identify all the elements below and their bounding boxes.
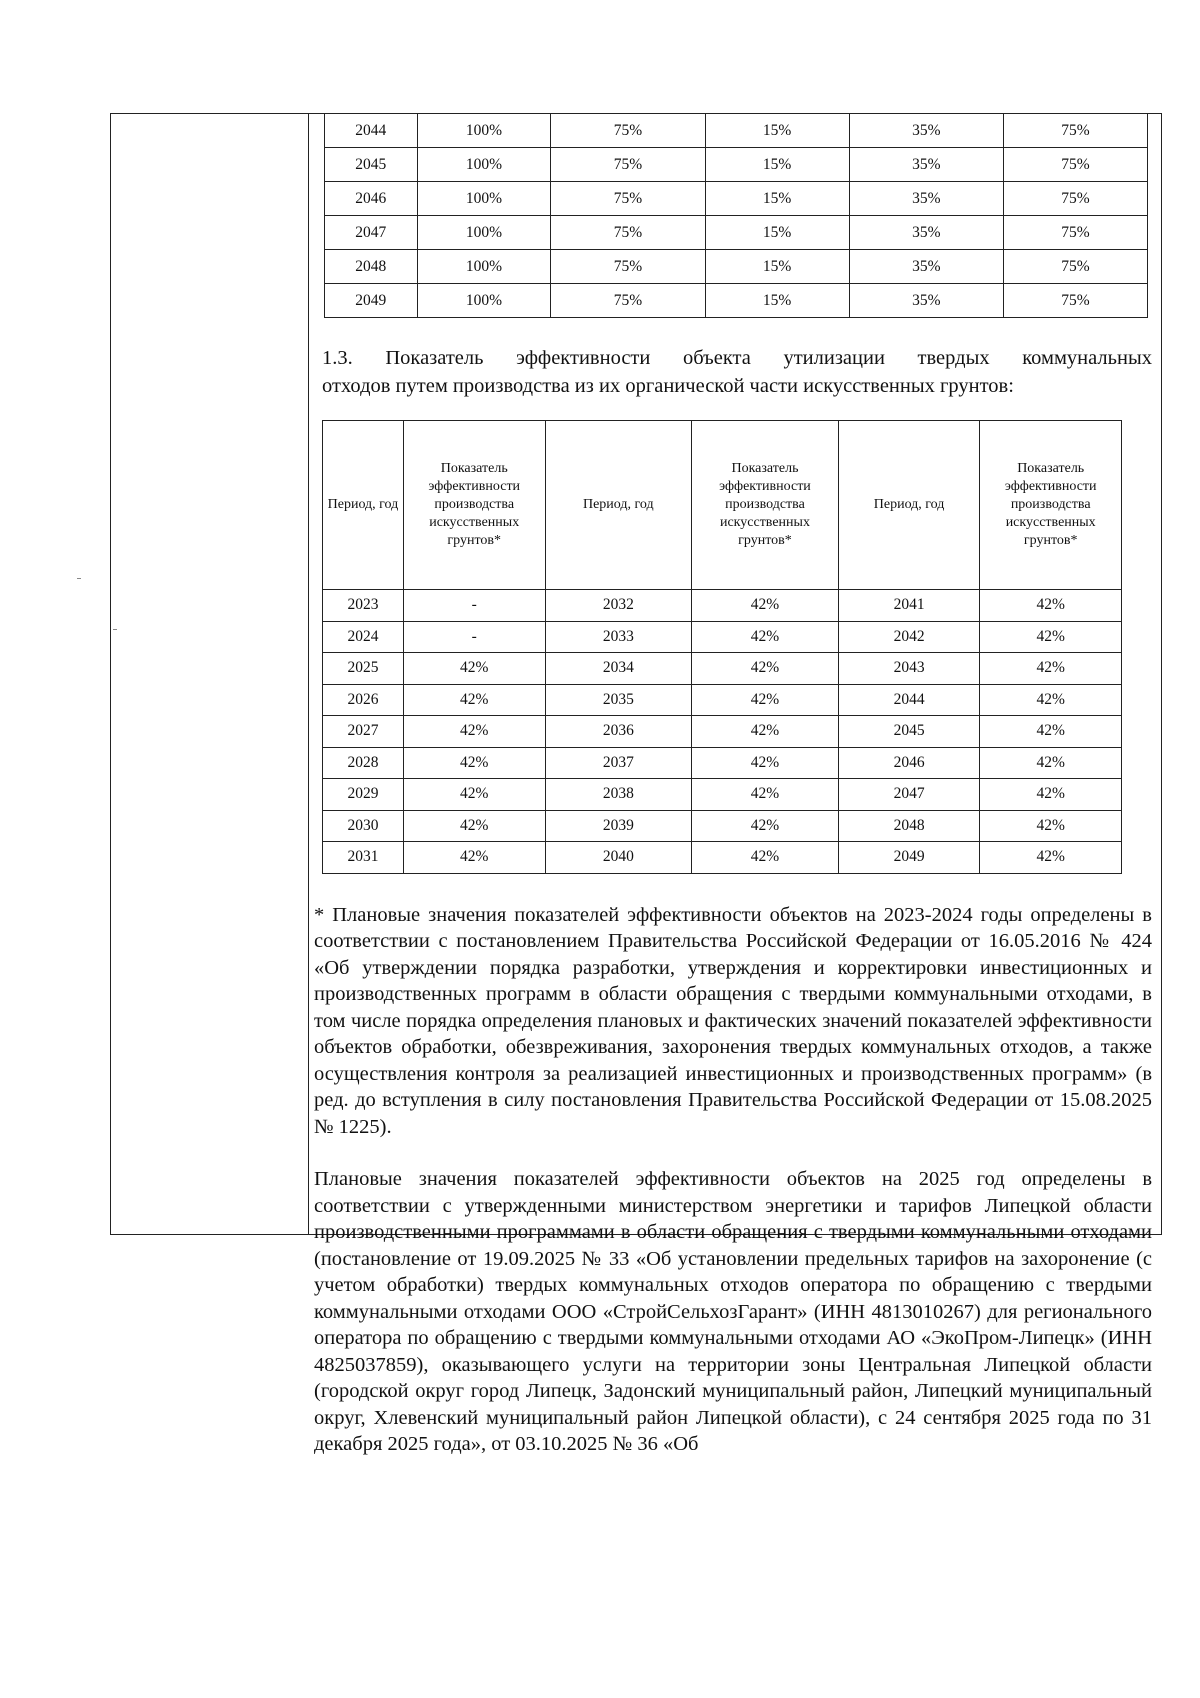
table-cell: 2044	[325, 114, 418, 148]
planned-values-paragraph: Плановые значения показателей эффективности объектов на 2025 год определены в соответствии с утвержденными министерством энергетики и тарифов Липецкой области производственными программами в области обращения с твердыми коммунальными отходами (постановление от 19.09.2025 № 33 «Об установлении предельных тарифов на захоронение (с учетом обработки) твердых коммунальных отходов оператора по обращению с твердыми коммунальными отходами ООО «СтройСельхозГарант» (ИНН 4813010267) для регионального оператора по обращению с твердыми коммунальными отходами АО «ЭкоПром-Липецк» (ИНН 4825037859), оказывающего услуги на территории зоны Центральная Липецкой области (городской округ город Липецк, Задонский муниципальный район, Липецкий муниципальный округ, Хлевенский муниципальный район Липецкой области), с 24 сентября 2025 года по 31 декабря 2025 года», от 03.10.2025 № 36 «Об	[314, 1168, 1152, 1455]
table-cell: 75%	[551, 250, 705, 284]
table-cell: 75%	[551, 182, 705, 216]
table-cell: 2041	[838, 590, 980, 622]
table-header-row	[323, 421, 1122, 590]
table-cell: 100%	[417, 216, 551, 250]
table-cell: 2043	[838, 653, 980, 685]
scan-artifact	[113, 629, 117, 630]
table-row	[323, 716, 1122, 748]
table-cell: 75%	[1003, 284, 1147, 318]
table-cell: 42%	[692, 747, 839, 779]
header-indicator: Показатель эффективности производства искусственных грунтов*	[980, 421, 1122, 590]
section-heading-line2: отходов путем производства из их органической части искусственных грунтов:	[322, 375, 1014, 397]
table-cell: 2029	[323, 779, 404, 811]
table-cell: 15%	[705, 250, 849, 284]
table-row	[325, 216, 1148, 250]
table-cell: 2026	[323, 684, 404, 716]
table-cell: 2030	[323, 810, 404, 842]
table-cell: 2045	[325, 148, 418, 182]
table-cell: 2046	[325, 182, 418, 216]
table-cell: 2039	[545, 810, 692, 842]
header-period: Период, год	[838, 421, 980, 590]
table-cell: 75%	[551, 148, 705, 182]
table-cell: 42%	[980, 590, 1122, 622]
table-cell: 42%	[980, 653, 1122, 685]
table-cell: 2035	[545, 684, 692, 716]
table-cell: 2032	[545, 590, 692, 622]
table-cell: 35%	[849, 148, 1003, 182]
table-row	[323, 590, 1122, 622]
table-cell: 75%	[551, 216, 705, 250]
artificial-soil-table-body	[323, 590, 1122, 874]
table-cell: 15%	[705, 114, 849, 148]
table-cell: 42%	[980, 716, 1122, 748]
table-row	[323, 779, 1122, 811]
table-cell: 2047	[325, 216, 418, 250]
table-cell: 15%	[705, 148, 849, 182]
table-cell: 2045	[838, 716, 980, 748]
table-cell: 42%	[403, 810, 545, 842]
header-indicator: Показатель эффективности производства искусственных грунтов*	[692, 421, 839, 590]
table-row	[323, 684, 1122, 716]
table-row	[325, 250, 1148, 284]
indicator-table-body	[325, 114, 1148, 318]
table-cell: 42%	[692, 779, 839, 811]
table-cell: 42%	[692, 842, 839, 874]
header-period: Период, год	[545, 421, 692, 590]
table-cell: 75%	[1003, 182, 1147, 216]
footnote-paragraph: * Плановые значения показателей эффективности объектов на 2023-2024 годы определены в соответствии с постановлением Правительства Российской Федерации от 16.05.2016 № 424 «Об утверждении порядка разработки, утверждения и корректировки инвестиционных и производственных программ в области обращения с твердыми коммунальными отходами, в том числе порядка определения плановых и фактических значений показателей эффективности объектов обработки, обезвреживания, захоронения твердых коммунальных отходов, а также осуществления контроля за реализацией инвестиционных и производственных программ» (в ред. до вступления в силу постановления Правительства Российской Федерации от 15.08.2025 № 1225).	[314, 903, 1152, 1138]
table-cell: 15%	[705, 182, 849, 216]
table-cell: 35%	[849, 284, 1003, 318]
table-row	[323, 621, 1122, 653]
table-cell: 2031	[323, 842, 404, 874]
table-cell: 2034	[545, 653, 692, 685]
table-cell: 42%	[403, 779, 545, 811]
table-cell: 42%	[403, 747, 545, 779]
table-cell: 100%	[417, 148, 551, 182]
table-cell: 15%	[705, 216, 849, 250]
table-cell: 2024	[323, 621, 404, 653]
table-cell: 2023	[323, 590, 404, 622]
table-cell: 2038	[545, 779, 692, 811]
indicator-table-continuation	[324, 113, 1148, 318]
table-row	[323, 810, 1122, 842]
table-cell: 2049	[838, 842, 980, 874]
table-cell: 75%	[1003, 216, 1147, 250]
table-cell: 100%	[417, 182, 551, 216]
table-cell: 35%	[849, 182, 1003, 216]
table-cell: 42%	[692, 684, 839, 716]
table-cell: 42%	[403, 716, 545, 748]
table-cell: 75%	[551, 284, 705, 318]
table-cell: 15%	[705, 284, 849, 318]
table-cell: 42%	[692, 810, 839, 842]
table-cell: 2047	[838, 779, 980, 811]
table-cell: -	[403, 590, 545, 622]
table-cell: 2037	[545, 747, 692, 779]
table-cell: 100%	[417, 284, 551, 318]
table-cell: 2028	[323, 747, 404, 779]
header-indicator: Показатель эффективности производства искусственных грунтов*	[403, 421, 545, 590]
document-body	[314, 113, 1152, 1478]
section-heading-line1: 1.3. Показатель эффективности объекта утилизации твердых коммунальных	[322, 347, 1152, 369]
table-cell: 42%	[980, 842, 1122, 874]
table-cell: 100%	[417, 114, 551, 148]
table-cell: 2036	[545, 716, 692, 748]
table-cell: 2044	[838, 684, 980, 716]
table-cell: 2048	[325, 250, 418, 284]
table-cell: 2027	[323, 716, 404, 748]
table-cell: -	[403, 621, 545, 653]
table-cell: 42%	[403, 653, 545, 685]
table-cell: 2040	[545, 842, 692, 874]
table-row	[325, 114, 1148, 148]
table-cell: 75%	[551, 114, 705, 148]
table-cell: 2033	[545, 621, 692, 653]
frame-column-divider	[308, 113, 309, 1235]
table-row	[325, 284, 1148, 318]
table-cell: 2048	[838, 810, 980, 842]
table-cell: 35%	[849, 250, 1003, 284]
table-row	[325, 148, 1148, 182]
table-cell: 2042	[838, 621, 980, 653]
table-cell: 2049	[325, 284, 418, 318]
table-cell: 42%	[980, 779, 1122, 811]
table-cell: 75%	[1003, 250, 1147, 284]
table-cell: 42%	[403, 842, 545, 874]
table-cell: 42%	[980, 684, 1122, 716]
table-cell: 42%	[980, 810, 1122, 842]
table-row	[323, 653, 1122, 685]
header-period: Период, год	[323, 421, 404, 590]
table-cell: 42%	[980, 747, 1122, 779]
table-cell: 75%	[1003, 114, 1147, 148]
table-cell: 42%	[692, 590, 839, 622]
table-cell: 42%	[403, 684, 545, 716]
table-cell: 42%	[980, 621, 1122, 653]
scan-artifact	[77, 578, 81, 579]
table-cell: 75%	[1003, 148, 1147, 182]
table-row	[325, 182, 1148, 216]
table-cell: 2046	[838, 747, 980, 779]
table-cell: 100%	[417, 250, 551, 284]
table-cell: 42%	[692, 716, 839, 748]
table-cell: 42%	[692, 621, 839, 653]
table-cell: 2025	[323, 653, 404, 685]
table-cell: 35%	[849, 216, 1003, 250]
table-cell: 35%	[849, 114, 1003, 148]
table-row	[323, 842, 1122, 874]
table-cell: 42%	[692, 653, 839, 685]
section-heading	[322, 344, 1152, 400]
table-row	[323, 747, 1122, 779]
artificial-soil-table	[322, 420, 1122, 874]
